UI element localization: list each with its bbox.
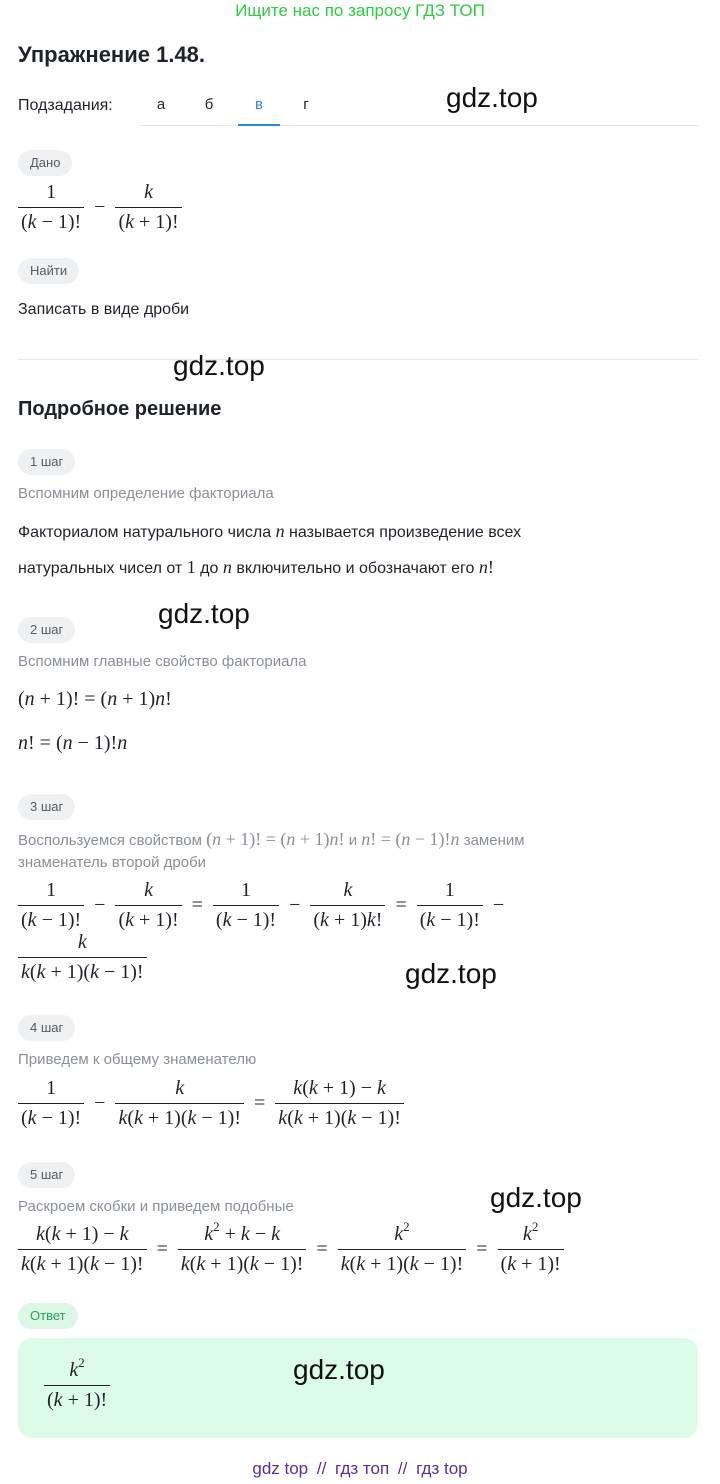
step-3-hint-line-2: знаменатель второй дроби (18, 854, 207, 871)
step-4-badge: 4 шаг (18, 1015, 75, 1041)
subtask-tab-b[interactable]: б (204, 96, 214, 113)
top-banner[interactable]: Ищите нас по запросу ГДЗ ТОП (235, 1, 485, 20)
subtask-tab-v[interactable]: в (238, 84, 280, 126)
footer-link-1[interactable]: gdz top (252, 1459, 309, 1478)
step-5-formula: $\frac{k(k + 1) - k}{k(k + 1)(k - 1)!}$ = $\frac{k^2 + k - k}{k(k + 1)(k - 1)!}$ = $\frac{k^2}{k(k + 1)(k - 1)!}$ = $\frac{k^2}{(k + 1)!}$ (16, 1222, 566, 1277)
watermark: gdz.top (173, 350, 265, 381)
step-1-text-line-2: натуральных чисел от 1 до n включительно и обозначают его n! (18, 557, 494, 577)
watermark: gdz.top (158, 598, 250, 629)
step-5-hint: Раскроем скобки и приведем подобные (18, 1198, 294, 1215)
watermark: gdz.top (293, 1354, 385, 1385)
watermark: gdz.top (405, 958, 497, 989)
footer-separator: // (316, 1459, 327, 1478)
watermark: gdz.top (490, 1182, 582, 1213)
step-2-badge: 2 шаг (18, 617, 75, 643)
step-3-hint-line-1: Воспользуемся свойством (n + 1)! = (n + 1)n! и n! = (n − 1)!n заменим (18, 829, 525, 849)
footer-separator: // (397, 1459, 408, 1478)
step-3-formula-line-2: $\frac{k}{k(k + 1)(k - 1)!}$ (16, 930, 149, 985)
subtask-tabs (140, 84, 698, 126)
subtask-tab-g[interactable]: г (303, 96, 309, 113)
step-2-formula-1: (n + 1)! = (n + 1)n! (18, 688, 172, 710)
watermark: gdz.top (446, 82, 538, 113)
solution-title: Подробное решение (18, 398, 222, 420)
find-badge: Найти (18, 258, 79, 284)
answer-badge: Ответ (18, 1303, 78, 1329)
given-expression: $\frac{1}{(k - 1)!}$ − $\frac{k}{(k + 1)!}$ (16, 180, 184, 235)
page-title: Упражнение 1.48. (18, 42, 206, 67)
step-4-formula: $\frac{1}{(k - 1)!}$ − $\frac{k}{k(k + 1)(k - 1)!}$ = $\frac{k(k + 1) - k}{k(k + 1)(k - 1)!}$ (16, 1076, 406, 1131)
divider (18, 359, 698, 360)
footer-links (0, 1459, 720, 1479)
subtask-tab-a[interactable]: а (156, 96, 166, 113)
given-badge: Дано (18, 150, 72, 176)
step-2-hint: Вспомним главные свойство факториала (18, 653, 307, 670)
find-text: Записать в виде дроби (18, 301, 190, 318)
step-3-formula-line-1: $\frac{1}{(k - 1)!}$ − $\frac{k}{(k + 1)!}$ = $\frac{1}{(k - 1)!}$ − $\frac{k}{(k + 1)k!}$ = $\frac{1}{(k - 1)!}$ − (16, 878, 512, 933)
step-5-badge: 5 шаг (18, 1162, 75, 1188)
answer-formula: $\frac{k^2}{(k + 1)!}$ (42, 1358, 112, 1413)
subtasks-label: Подзадания: (18, 97, 113, 114)
footer-link-3[interactable]: гдз top (416, 1459, 468, 1478)
step-3-badge: 3 шаг (18, 794, 75, 820)
step-2-formula-2: n! = (n − 1)!n (18, 732, 128, 754)
step-1-badge: 1 шаг (18, 449, 75, 475)
step-1-text-line-1: Факториалом натурального числа n называется произведение всех (18, 521, 522, 541)
step-1-hint: Вспомним определение факториала (18, 485, 274, 502)
step-4-hint: Приведем к общему знаменателю (18, 1051, 257, 1068)
answer-box (18, 1338, 698, 1438)
footer-link-2[interactable]: гдз топ (335, 1459, 390, 1478)
